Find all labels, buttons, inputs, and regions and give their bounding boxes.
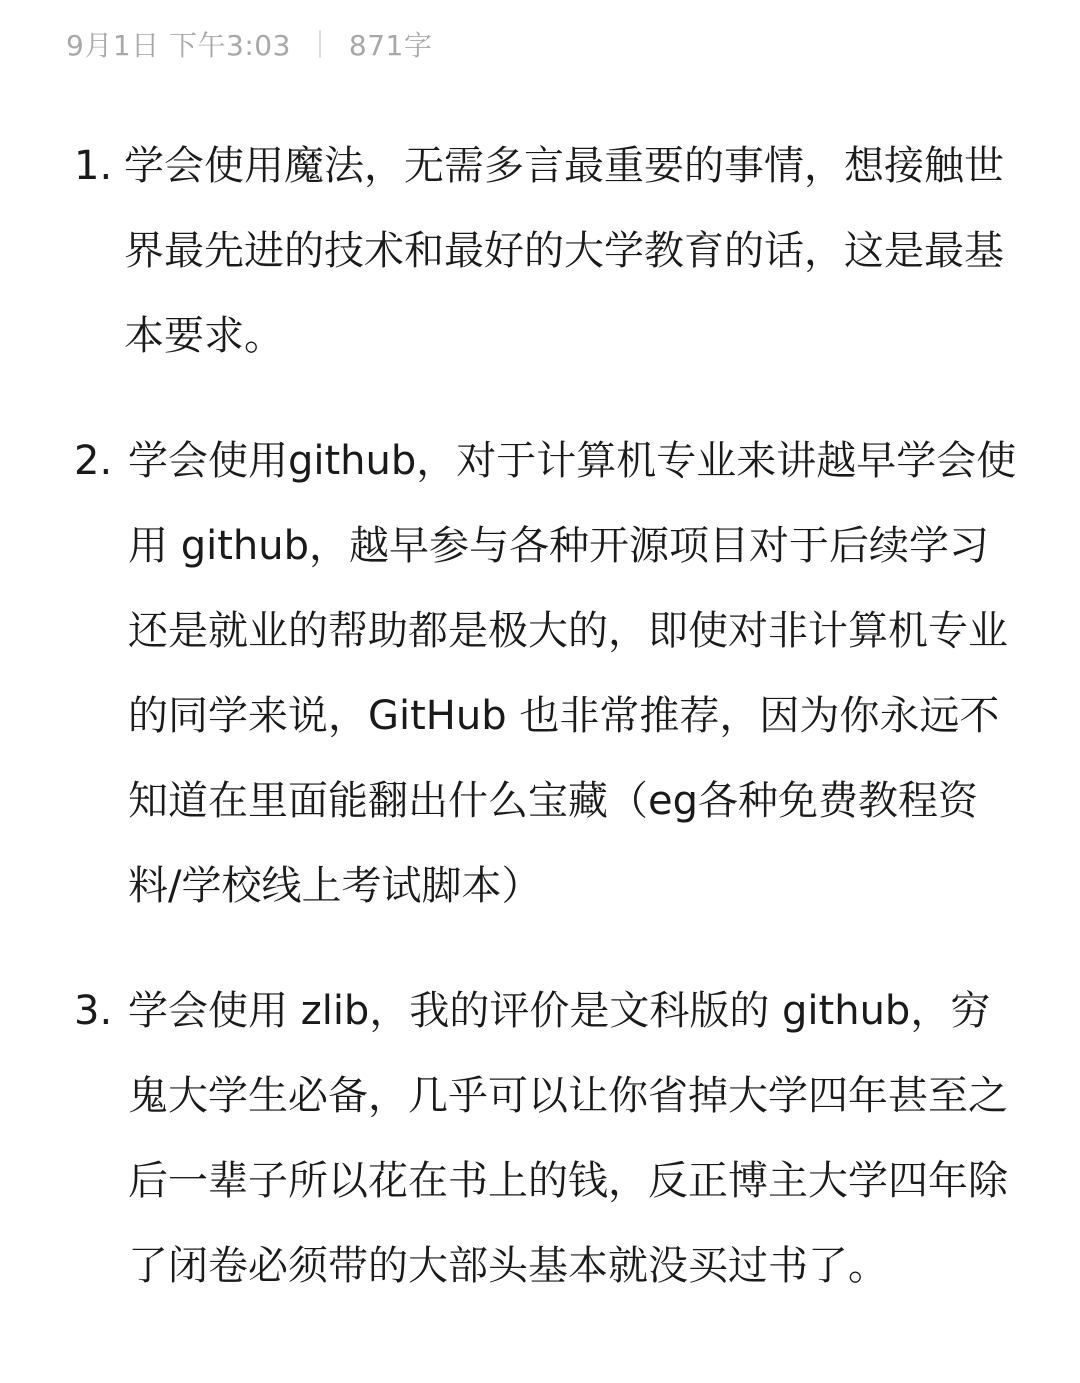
word-count: 871字 bbox=[348, 29, 433, 62]
list-item-number: 2. bbox=[74, 438, 113, 484]
list-item bbox=[0, 419, 1080, 929]
note-date: 9月1日 下午3:03 bbox=[66, 29, 291, 62]
list-item bbox=[0, 969, 1080, 1309]
list-item-number: 3. bbox=[74, 988, 113, 1034]
note-meta-bar bbox=[66, 22, 432, 66]
list-item-text: 学会使用魔法，无需多言最重要的事情，想接触世界最先进的技术和最好的大学教育的话，这是最基本要求。 bbox=[124, 143, 1004, 359]
list-item-number: 1. bbox=[74, 143, 113, 189]
meta-divider bbox=[319, 30, 321, 58]
list-item bbox=[0, 124, 1080, 379]
list-item-text: 学会使用github，对于计算机专业来讲越早学会使用 github，越早参与各种开源项目对于后续学习还是就业的帮助都是极大的，即使对非计算机专业的同学来说，GitHub 也非常推荐，因为你永远不知道在里面能翻出什么宝藏（eg各种免费教程资料/学校线上考试脚本） bbox=[128, 438, 1017, 909]
list-item-text: 学会使用 zlib，我的评价是文科版的 github，穷鬼大学生必备，几乎可以让你省掉大学四年甚至之后一辈子所以花在书上的钱，反正博主大学四年除了闭卷必须带的大部头基本就没买过书了。 bbox=[128, 988, 1008, 1289]
note-body[interactable] bbox=[0, 124, 1080, 1349]
